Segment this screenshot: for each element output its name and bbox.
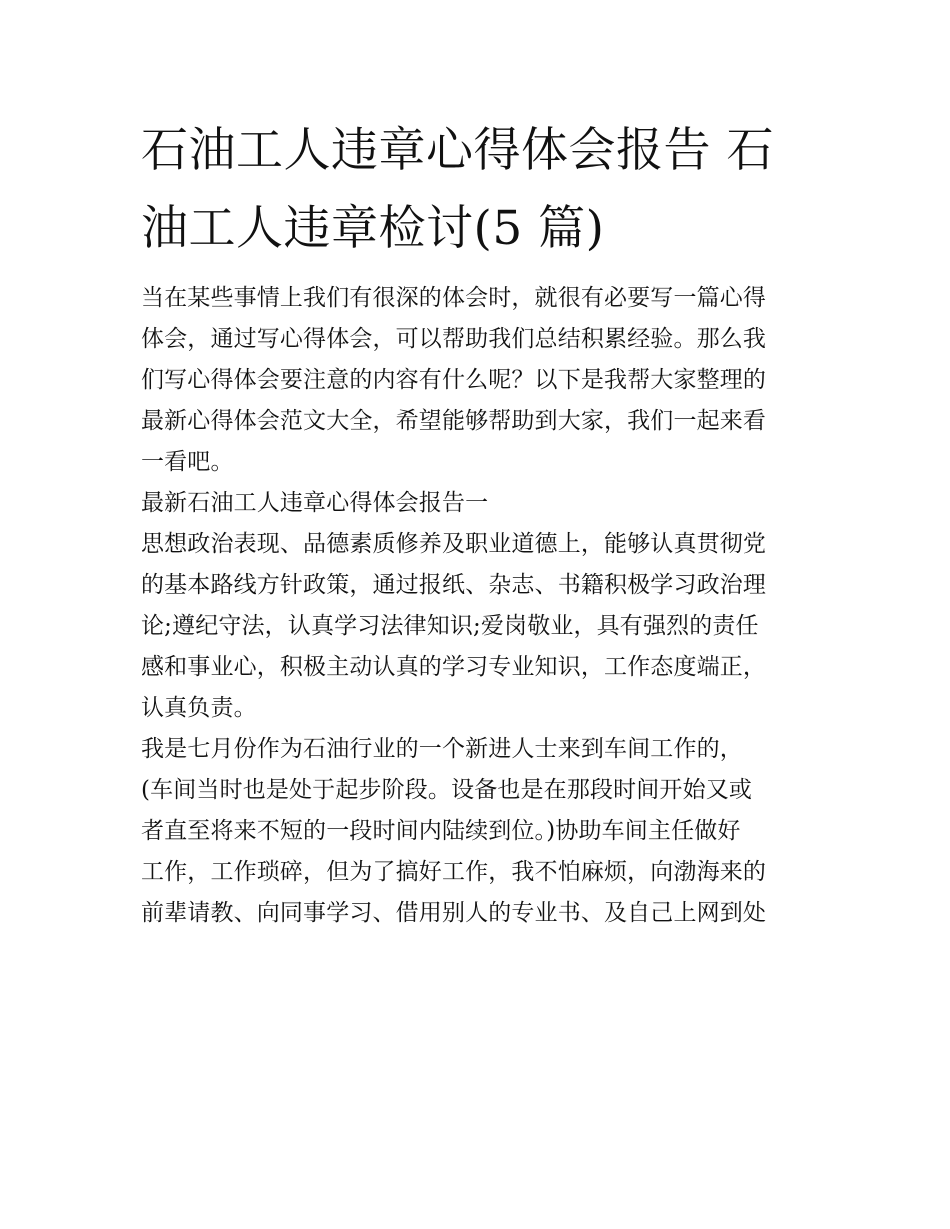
body-line: 最新心得体会范文大全，希望能够帮助到大家，我们一起来看 (141, 408, 767, 434)
body-line: 的基本路线方针政策，通过报纸、杂志、书籍积极学习政治理 (141, 572, 767, 598)
section-heading: 最新石油工人违章心得体会报告一 (141, 490, 489, 516)
body-line: 们写心得体会要注意的内容有什么呢？以下是我帮大家整理的 (141, 367, 767, 393)
body-line: 我是七月份作为石油行业的一个新进人士来到车间工作的， (141, 736, 743, 762)
body-line: 论;遵纪守法，认真学习法律知识;爱岗敬业，具有强烈的责任 (141, 613, 759, 639)
document-body (141, 278, 811, 934)
title-line: 石油工人违章心得体会报告 石 (141, 123, 774, 178)
document-title (141, 112, 811, 268)
body-line: 当在某些事情上我们有很深的体会时，就很有必要写一篇心得 (141, 285, 767, 311)
body-line: 认真负责。 (141, 695, 257, 721)
body-line: 工作，工作琐碎，但为了搞好工作，我不怕麻烦，向渤海来的 (141, 859, 767, 885)
body-line: 感和事业心，积极主动认真的学习专业知识，工作态度端正， (141, 654, 767, 680)
body-line: (车间当时也是处于起步阶段。设备也是在那段时间开始又或 (141, 777, 753, 803)
document-page (141, 112, 811, 934)
title-line: 油工人违章检讨(5 篇) (141, 201, 605, 256)
body-line: 者直至将来不短的一段时间内陆续到位。)协助车间主任做好 (141, 818, 741, 844)
body-line: 前辈请教、向同事学习、借用别人的专业书、及自己上网到处 (141, 900, 767, 926)
body-line: 思想政治表现、品德素质修养及职业道德上，能够认真贯彻党 (141, 531, 767, 557)
body-line: 体会，通过写心得体会，可以帮助我们总结积累经验。那么我 (141, 326, 767, 352)
body-line: 一看吧。 (141, 449, 234, 475)
